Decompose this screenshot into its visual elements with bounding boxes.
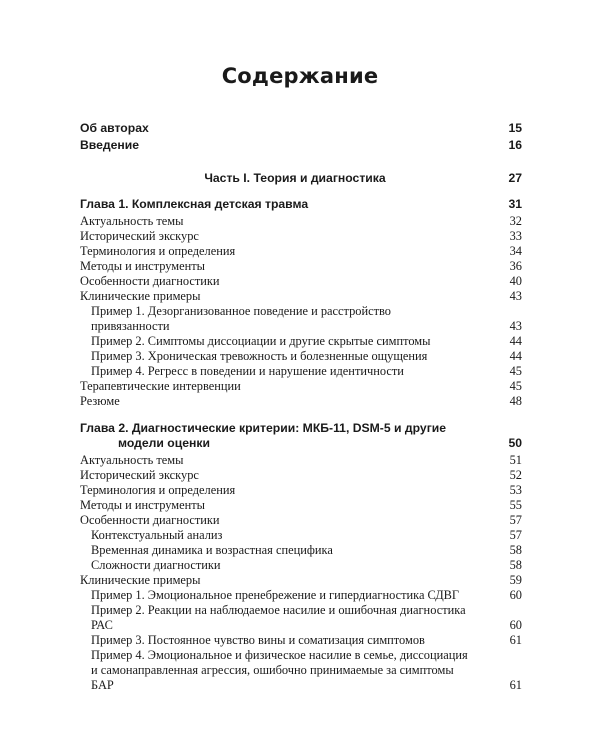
toc-entry xyxy=(80,453,522,468)
toc-entry-text: Сложности диагностики xyxy=(91,558,221,572)
toc-subentry xyxy=(80,558,522,573)
toc-entry-text: Исторический экскурс xyxy=(80,229,199,243)
toc-subentry xyxy=(80,588,522,603)
toc-entry-text: Терапевтические интервенции xyxy=(80,379,241,393)
toc-entry-page: 50 xyxy=(508,436,522,450)
toc-entry-page: 16 xyxy=(508,138,522,152)
toc-entry-text: Пример 1. Эмоциональное пренебрежение и гипердиагностика СДВГ xyxy=(91,588,460,602)
toc-entry-page: 55 xyxy=(509,498,522,512)
toc-entry xyxy=(80,289,522,304)
toc-entry-page: 43 xyxy=(509,289,522,303)
toc-entry xyxy=(80,259,522,274)
toc-entry-text: Исторический экскурс xyxy=(80,468,199,482)
toc-entry xyxy=(80,513,522,528)
toc-subentry xyxy=(80,528,522,543)
toc-entry-text: Методы и инструменты xyxy=(80,498,206,512)
toc-entry xyxy=(80,379,522,394)
toc-entry-text: Пример 2. Реакции на наблюдаемое насилие и ошибочная диагностика РАС xyxy=(91,603,466,632)
toc-entry-page: 61 xyxy=(509,678,522,692)
toc-entry-text: Пример 1. Дезорганизованное поведение и расстройство привязанности xyxy=(91,304,392,333)
toc-entry-text: Терминология и определения xyxy=(80,483,236,497)
toc-entry-page: 34 xyxy=(509,244,522,258)
toc-entry xyxy=(80,573,522,588)
toc-subentry xyxy=(80,364,522,379)
toc-entry-page: 53 xyxy=(509,483,522,497)
toc-subentry xyxy=(80,603,522,633)
toc-entry-text: Контекстуальный анализ xyxy=(91,528,223,542)
toc-entry-text: Об авторах xyxy=(80,121,149,135)
toc-subentry xyxy=(80,633,522,648)
toc-entry-text: Пример 4. Регресс в поведении и нарушение идентичности xyxy=(91,364,404,378)
toc-entry-page: 15 xyxy=(508,121,522,135)
toc-entry-text: Пример 3. Хроническая тревожность и болезненные ощущения xyxy=(91,349,428,363)
toc-subentry xyxy=(80,543,522,558)
toc-entry-page: 32 xyxy=(509,214,522,228)
toc-entry-text: Особенности диагностики xyxy=(80,274,220,288)
toc-entry-page: 58 xyxy=(509,543,522,557)
toc-entry-text: Пример 2. Симптомы диссоциации и другие скрытые симптомы xyxy=(91,334,431,348)
toc-entry xyxy=(80,483,522,498)
toc-entry-text: Терминология и определения xyxy=(80,244,236,258)
toc-entry xyxy=(80,229,522,244)
toc-entry-page: 45 xyxy=(509,379,522,393)
toc-entry-text: Клинические примеры xyxy=(80,573,201,587)
toc-entry-text: Актуальность темы xyxy=(80,453,184,467)
toc-chapter-heading xyxy=(80,421,522,451)
toc-entry-page: 58 xyxy=(509,558,522,572)
toc-entry-text: Глава 1. Комплексная детская травма xyxy=(80,197,309,211)
toc-entry-page: 57 xyxy=(509,513,522,527)
toc-entry-introduction xyxy=(80,138,522,153)
toc-entry-page: 60 xyxy=(509,588,522,602)
toc-entry xyxy=(80,394,522,409)
toc-entry-page: 40 xyxy=(509,274,522,288)
toc-entry-text: Пример 4. Эмоциональное и физическое насилие в семье, диссоциация и самонаправленная агрессия, ошибочно принимаемые за симптомы БАР xyxy=(91,648,468,692)
toc-entry-text: Резюме xyxy=(80,394,120,408)
toc-subentry xyxy=(80,349,522,364)
toc-entry-page: 45 xyxy=(509,364,522,378)
toc-chapter-heading xyxy=(80,197,522,212)
toc-entry-text: Особенности диагностики xyxy=(80,513,220,527)
toc-entry-page: 33 xyxy=(509,229,522,243)
toc-entry-page: 44 xyxy=(509,334,522,348)
toc-entry-text-continued: модели оценки xyxy=(118,436,210,450)
toc-entry-text: Клинические примеры xyxy=(80,289,201,303)
toc-entry xyxy=(80,498,522,513)
toc-entry-page: 31 xyxy=(508,197,522,211)
toc-entry-page: 44 xyxy=(509,349,522,363)
table-of-contents xyxy=(80,121,522,693)
toc-entry-text: Пример 3. Постоянное чувство вины и соматизация симптомов xyxy=(91,633,425,647)
toc-entry-page: 59 xyxy=(509,573,522,587)
toc-entry-page: 61 xyxy=(509,633,522,647)
toc-entry-text: Введение xyxy=(80,138,140,152)
toc-entry-authors xyxy=(80,121,522,136)
toc-entry-page: 51 xyxy=(509,453,522,467)
toc-entry-page: 57 xyxy=(509,528,522,542)
toc-entry-page: 48 xyxy=(509,394,522,408)
toc-entry-text: Временная динамика и возрастная специфика xyxy=(91,543,333,557)
toc-entry xyxy=(80,214,522,229)
toc-entry-page: 60 xyxy=(509,618,522,632)
toc-entry xyxy=(80,468,522,483)
toc-entry-text: Глава 2. Диагностические критерии: МКБ-11, DSM-5 и другие xyxy=(80,421,447,435)
toc-entry-page: 27 xyxy=(508,171,522,185)
toc-entry-page: 52 xyxy=(509,468,522,482)
toc-entry-page: 36 xyxy=(509,259,522,273)
page-title: Содержание xyxy=(221,64,379,88)
toc-entry-text: Актуальность темы xyxy=(80,214,184,228)
toc-part-heading xyxy=(80,171,522,186)
toc-entry-page: 43 xyxy=(509,319,522,333)
toc-subentry xyxy=(80,648,522,693)
toc-entry xyxy=(80,274,522,289)
toc-subentry xyxy=(80,334,522,349)
toc-subentry xyxy=(80,304,522,334)
toc-entry-text: Методы и инструменты xyxy=(80,259,206,273)
toc-entry-text: Часть I. Теория и диагностика xyxy=(204,171,386,185)
toc-entry xyxy=(80,244,522,259)
